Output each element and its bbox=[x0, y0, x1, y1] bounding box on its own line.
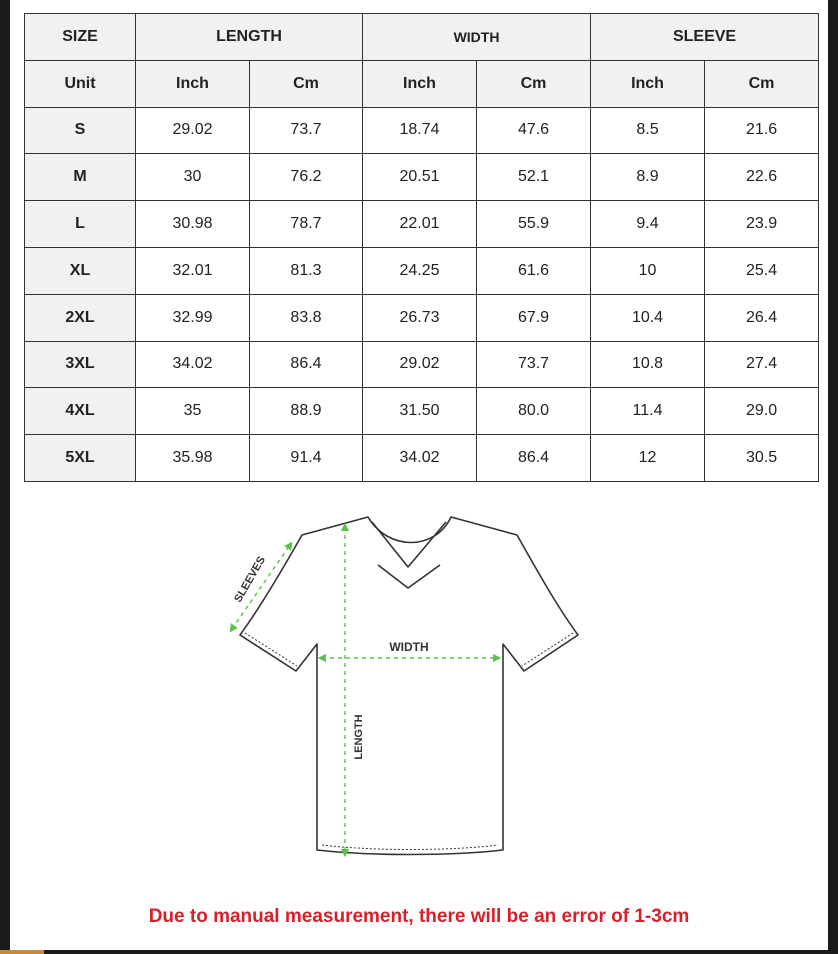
measurement-cell: 76.2 bbox=[250, 154, 363, 201]
unit-row bbox=[25, 60, 819, 107]
table-row bbox=[25, 107, 819, 154]
size-label: XL bbox=[25, 247, 136, 294]
measurement-cell: 35.98 bbox=[136, 435, 250, 482]
measurement-cell: 29.02 bbox=[363, 341, 477, 388]
measurement-cell: 20.51 bbox=[363, 154, 477, 201]
measurement-cell: 12 bbox=[591, 435, 705, 482]
unit-label: Unit bbox=[25, 60, 136, 107]
bottom-frame-border bbox=[0, 950, 838, 954]
measurement-cell: 23.9 bbox=[705, 201, 819, 248]
table-row bbox=[25, 201, 819, 248]
measurement-cell: 31.50 bbox=[363, 388, 477, 435]
left-frame-border bbox=[0, 0, 10, 954]
measurement-error-note: Due to manual measurement, there will be an error of 1-3cm bbox=[148, 906, 690, 927]
measurement-cell: 30 bbox=[136, 154, 250, 201]
tshirt-measurement-diagram bbox=[200, 505, 620, 875]
measurement-cell: 10.4 bbox=[591, 294, 705, 341]
size-label: L bbox=[25, 201, 136, 248]
size-rows bbox=[25, 107, 819, 481]
measurement-cell: 26.4 bbox=[705, 294, 819, 341]
measurement-cell: 34.02 bbox=[363, 435, 477, 482]
table-row bbox=[25, 341, 819, 388]
unit-width-inch: Inch bbox=[363, 60, 477, 107]
measurement-cell: 88.9 bbox=[250, 388, 363, 435]
right-frame-border bbox=[828, 0, 838, 954]
measurement-cell: 22.6 bbox=[705, 154, 819, 201]
size-label: 4XL bbox=[25, 388, 136, 435]
size-label: S bbox=[25, 107, 136, 154]
measurement-cell: 86.4 bbox=[250, 341, 363, 388]
unit-width-cm: Cm bbox=[477, 60, 591, 107]
measurement-cell: 22.01 bbox=[363, 201, 477, 248]
measurement-cell: 73.7 bbox=[250, 107, 363, 154]
measurement-cell: 29.02 bbox=[136, 107, 250, 154]
table-row bbox=[25, 247, 819, 294]
measurement-cell: 30.98 bbox=[136, 201, 250, 248]
measurement-cell: 73.7 bbox=[477, 341, 591, 388]
tshirt-outline bbox=[240, 517, 578, 855]
sleeves-label: SLEEVES bbox=[232, 554, 268, 605]
measurement-cell: 8.9 bbox=[591, 154, 705, 201]
measurement-cell: 10 bbox=[591, 247, 705, 294]
measurement-cell: 10.8 bbox=[591, 341, 705, 388]
measurement-cell: 29.0 bbox=[705, 388, 819, 435]
measurement-cell: 67.9 bbox=[477, 294, 591, 341]
unit-length-inch: Inch bbox=[136, 60, 250, 107]
measurement-cell: 32.01 bbox=[136, 247, 250, 294]
header-size: SIZE bbox=[25, 14, 136, 61]
measurement-cell: 91.4 bbox=[250, 435, 363, 482]
header-sleeve: SLEEVE bbox=[591, 14, 819, 61]
measurement-cell: 21.6 bbox=[705, 107, 819, 154]
size-label: 2XL bbox=[25, 294, 136, 341]
table-row bbox=[25, 435, 819, 482]
width-label: WIDTH bbox=[389, 640, 429, 654]
size-label: M bbox=[25, 154, 136, 201]
measurement-cell: 9.4 bbox=[591, 201, 705, 248]
header-width: WIDTH bbox=[363, 14, 591, 61]
measurement-cell: 78.7 bbox=[250, 201, 363, 248]
measurement-cell: 86.4 bbox=[477, 435, 591, 482]
measurement-cell: 83.8 bbox=[250, 294, 363, 341]
frame-corner-accent bbox=[0, 950, 44, 954]
table-row bbox=[25, 154, 819, 201]
unit-sleeve-inch: Inch bbox=[591, 60, 705, 107]
measurement-cell: 32.99 bbox=[136, 294, 250, 341]
size-label: 3XL bbox=[25, 341, 136, 388]
measurement-cell: 18.74 bbox=[363, 107, 477, 154]
measurement-cell: 27.4 bbox=[705, 341, 819, 388]
table-row bbox=[25, 294, 819, 341]
length-label: LENGTH bbox=[353, 714, 365, 760]
table-row bbox=[25, 388, 819, 435]
measurement-cell: 52.1 bbox=[477, 154, 591, 201]
size-label: 5XL bbox=[25, 435, 136, 482]
measurement-cell: 24.25 bbox=[363, 247, 477, 294]
measurement-cell: 81.3 bbox=[250, 247, 363, 294]
header-length: LENGTH bbox=[136, 14, 363, 61]
measurement-cell: 55.9 bbox=[477, 201, 591, 248]
measurement-cell: 26.73 bbox=[363, 294, 477, 341]
measurement-cell: 30.5 bbox=[705, 435, 819, 482]
unit-length-cm: Cm bbox=[250, 60, 363, 107]
unit-sleeve-cm: Cm bbox=[705, 60, 819, 107]
measurement-cell: 80.0 bbox=[477, 388, 591, 435]
measurement-cell: 25.4 bbox=[705, 247, 819, 294]
measurement-cell: 35 bbox=[136, 388, 250, 435]
measurement-cell: 61.6 bbox=[477, 247, 591, 294]
measurement-cell: 47.6 bbox=[477, 107, 591, 154]
measurement-cell: 34.02 bbox=[136, 341, 250, 388]
size-chart-table bbox=[24, 13, 819, 482]
group-header-row bbox=[25, 14, 819, 61]
measurement-cell: 8.5 bbox=[591, 107, 705, 154]
measurement-cell: 11.4 bbox=[591, 388, 705, 435]
